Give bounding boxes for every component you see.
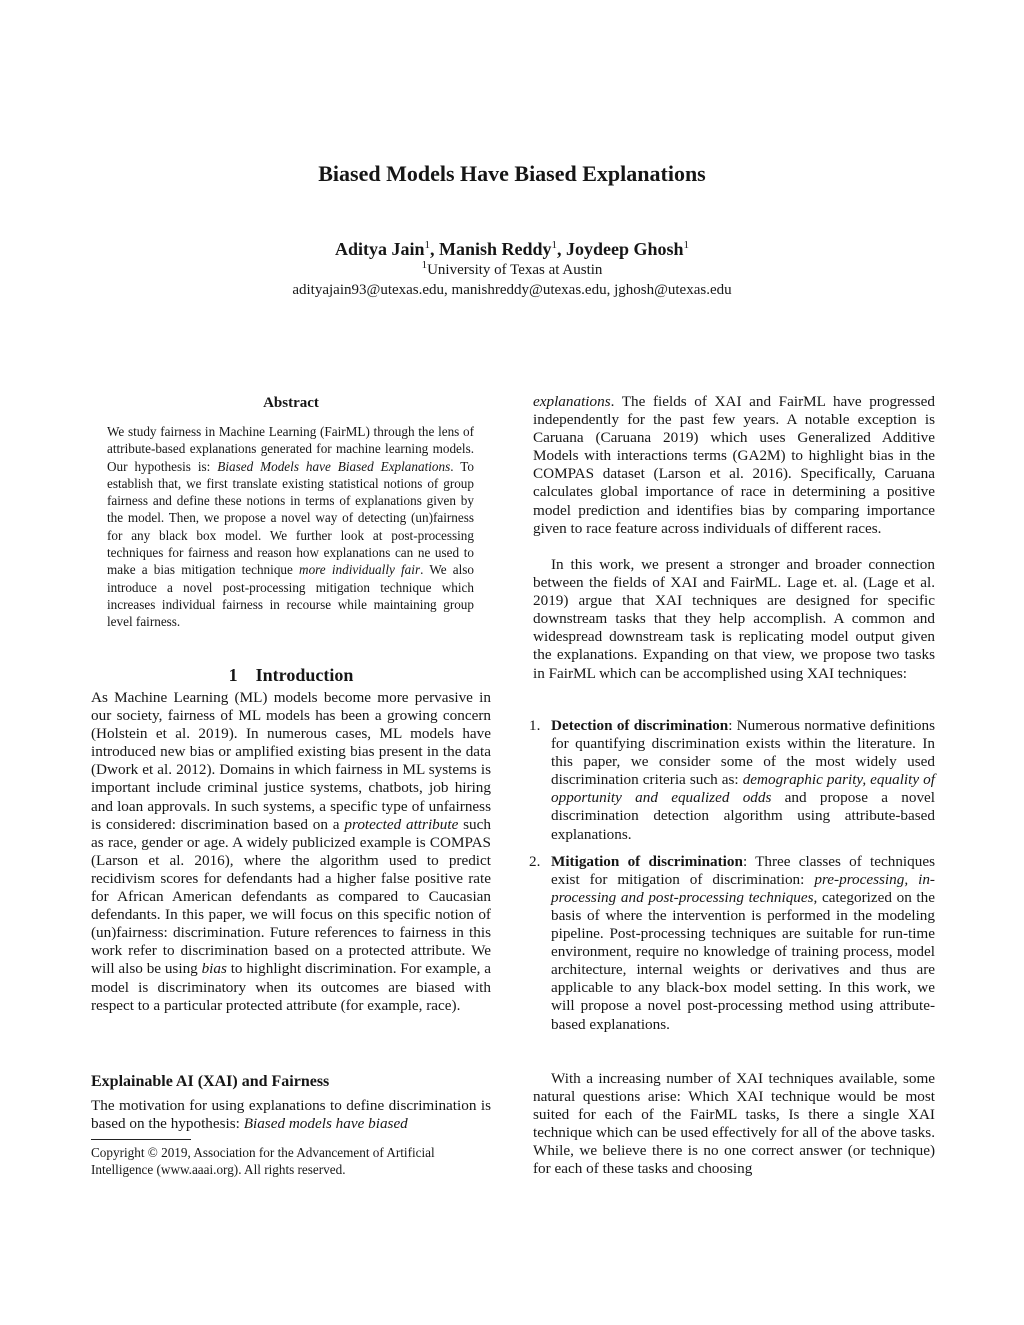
- subsection-heading-xai: Explainable AI (XAI) and Fairness: [91, 1073, 330, 1090]
- affiliation: $^1$University of Texas at Austin: [421, 259, 603, 278]
- footnote-rule: [91, 1139, 191, 1140]
- author: Joydeep Ghosh$^1$: [566, 239, 690, 259]
- author-emails: adityajain93@utexas.edu, manishreddy@utexas.edu, jghosh@utexas.edu: [292, 282, 732, 298]
- author: Aditya Jain$^1$,: [334, 239, 439, 259]
- intro-paragraph: As Machine Learning (ML) models become more pervasive in our society, fairness of ML models has been a growing concern (Holstein et al. 2019). In numerous cases, ML models have introduced new bias or amplified existing bias present in the data (Dwork et al. 2012). Domains in which fairness in ML systems is important include criminal justice systems, chatbots, job hiring and loan approvals. In such systems, a specific type of unfairness is considered: discrimination based on a protected attribute such as race, gender or age. A widely publicized example is COMPAS (Larson et al. 2016), where the algorithm used to predict recidivism scores for defendants had a higher false positive rate for African American defendants as compared to Caucasian defendants. In this paper, we will focus on this specific notion of (un)fairness: discrimination. Future references to fairness in this work refer to discrimination based on a protected attribute. We will also be using bias to highlight discrimination. For example, a model is discriminatory when its outcomes are biased with respect to a particular protected attribute (for example, race).: [91, 689, 491, 1014]
- abstract-heading: Abstract: [263, 395, 319, 411]
- author: Manish Reddy$^1$,: [438, 239, 567, 259]
- author-list: [0, 237, 1024, 261]
- copyright-footnote: Copyright © 2019, Association for the Advancement of Artificial Intelligence (www.aaai.org). All rights reserved.: [91, 1145, 435, 1177]
- list-item: 2. Mitigation of discrimination: Three classes of techniques exist for mitigation of discrimination: pre-processing, in-processing and post-processing techniques, categorized on the basis of where the intervention is performed in the modeling pipeline. Post-processing techniques are suitable for run-time environment, require no knowledge of training process, model architecture, internal weights or derivatives and thus are applicable to any black-box model setting. In this work, we will propose a novel post-processing method using attribute-based explanations.: [529, 852, 935, 1033]
- xai-paragraph-2: In this work, we present a stronger and broader connection between the fields of XAI and FairML. Lage et. al. (Lage et al. 2019) argue that XAI techniques are designed for specific downstream tasks that they help accomplish. A common and widespread downstream task is replicating model output given the explanations. Expanding on that view, we propose two tasks in FairML which can be accomplished using XAI techniques:: [533, 556, 935, 682]
- task-list: [529, 717, 935, 1034]
- section-heading-introduction: 1 Introduction: [228, 665, 354, 685]
- closing-paragraph: With a increasing number of XAI techniques available, some natural questions arise: Which XAI technique would be most suited for each of the FairML tasks, Is there a single XAI technique which can be used effectively for all of the above tasks. While, we believe there is no one correct answer (or technique) for each of these tasks and choosing: [533, 1070, 935, 1178]
- xai-paragraph-start: The motivation for using explanations to define discrimination is based on the hypothesis: Biased models have biased: [91, 1097, 491, 1133]
- list-item: 1. Detection of discrimination: Numerous normative definitions for quantifying discrimination exists within the literature. In this paper, we consider some of the most widely used discrimination criteria such as: demographic parity, equality of opportunity and equalized odds and propose a novel discrimination detection algorithm using attribute-based explanations.: [529, 717, 935, 843]
- paper-title: Biased Models Have Biased Explanations: [318, 161, 706, 186]
- xai-paragraph-continued: explanations. The fields of XAI and FairML have progressed independently for the past few years. A notable exception is Caruana (Caruana 2019) which uses Generalized Additive Models with interactions terms (GA2M) to highlight bias in the COMPAS dataset (Larson et al. 2016). Specifically, Caruana calculates global importance of race in determining a positive model prediction and identifies bias by comparing importance given to race feature across individuals of different races.: [533, 393, 935, 537]
- abstract-text: We study fairness in Machine Learning (FairML) through the lens of attribute-based explanations generated for machine learning models. Our hypothesis is: Biased Models have Biased Explanations. To establish that, we first translate existing statistical notions of group fairness and define these notions in terms of explanations given by the model. Then, we propose a novel way of detecting (un)fairness for any black box model. We further look at post-processing techniques for fairness and reason how explanations can ne used to make a bias mitigation technique more individually fair. We also introduce a novel post-processing mitigation technique which increases individual fairness in recourse while maintaining group level fairness.: [107, 424, 474, 630]
- author-block: [0, 237, 1024, 300]
